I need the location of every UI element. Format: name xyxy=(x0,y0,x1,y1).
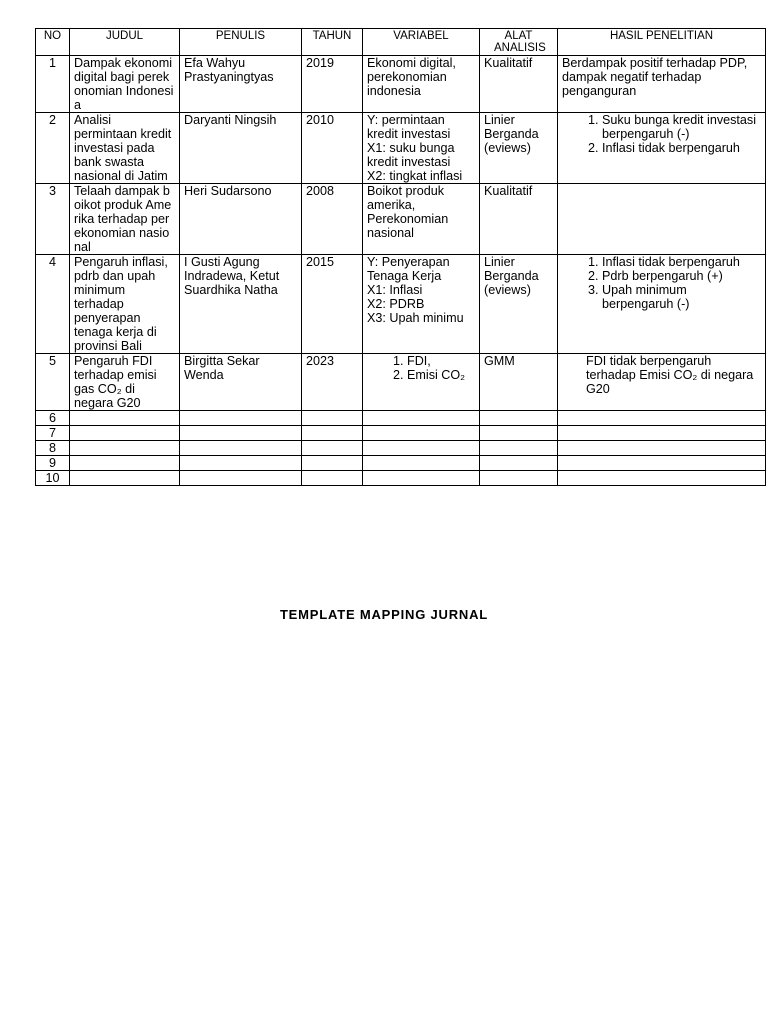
variabel-line: X3: Upah minimu xyxy=(367,311,464,325)
cell-empty xyxy=(70,471,180,486)
cell-empty xyxy=(480,426,558,441)
cell-judul: Pengaruh inflasi, pdrb dan upah minimum terhadap penyerapan tenaga kerja di provinsi Bali xyxy=(70,255,180,354)
cell-variabel xyxy=(363,113,480,184)
hasil-item: 3. Upah minimum berpengaruh (-) xyxy=(602,283,761,311)
cell-empty xyxy=(302,471,363,486)
cell-empty xyxy=(480,411,558,426)
cell-variabel: Ekonomi digital, perekonomian indonesia xyxy=(363,56,480,113)
cell-empty xyxy=(558,456,766,471)
cell-empty xyxy=(363,426,480,441)
cell-alat-analisis: Kualitatif xyxy=(480,56,558,113)
header-hasil-penelitian: HASIL PENELITIAN xyxy=(558,29,766,56)
header-tahun: TAHUN xyxy=(302,29,363,56)
cell-empty xyxy=(180,456,302,471)
variabel-line: X1: Inflasi xyxy=(367,283,423,297)
cell-no: 5 xyxy=(36,354,70,411)
hasil-item: 1. Inflasi tidak berpengaruh xyxy=(602,255,761,269)
cell-empty xyxy=(70,441,180,456)
journal-mapping-table xyxy=(35,28,766,486)
header-judul: JUDUL xyxy=(70,29,180,56)
cell-empty xyxy=(363,441,480,456)
table-row xyxy=(36,471,766,486)
cell-penulis: I Gusti Agung Indradewa, Ketut Suardhika Natha xyxy=(180,255,302,354)
table-row xyxy=(36,441,766,456)
cell-no: 10 xyxy=(36,471,70,486)
header-penulis: PENULIS xyxy=(180,29,302,56)
header-no: NO xyxy=(36,29,70,56)
cell-empty xyxy=(180,411,302,426)
table-row xyxy=(36,255,766,354)
header-variabel: VARIABEL xyxy=(363,29,480,56)
cell-hasil-penelitian xyxy=(558,113,766,184)
cell-hasil-penelitian xyxy=(558,255,766,354)
table-row xyxy=(36,456,766,471)
cell-empty xyxy=(70,426,180,441)
cell-empty xyxy=(302,411,363,426)
cell-empty xyxy=(558,426,766,441)
cell-empty xyxy=(363,411,480,426)
cell-empty xyxy=(558,471,766,486)
cell-hasil-penelitian xyxy=(558,354,766,411)
cell-empty xyxy=(558,441,766,456)
variabel-item: 2. Emisi CO₂ xyxy=(407,368,475,382)
hasil-item: 1. Suku bunga kredit investasi berpengaruh (-) xyxy=(602,113,761,141)
cell-empty xyxy=(480,471,558,486)
cell-no: 2 xyxy=(36,113,70,184)
cell-no: 9 xyxy=(36,456,70,471)
variabel-line: Y: Penyerapan Tenaga Kerja xyxy=(367,255,450,283)
header-alat-analisis: ALAT ANALISIS xyxy=(480,29,558,56)
cell-empty xyxy=(363,471,480,486)
cell-alat-analisis: GMM xyxy=(480,354,558,411)
cell-hasil-penelitian xyxy=(558,184,766,255)
cell-variabel xyxy=(363,354,480,411)
cell-no: 4 xyxy=(36,255,70,354)
cell-empty xyxy=(180,426,302,441)
cell-empty xyxy=(302,426,363,441)
table-row xyxy=(36,56,766,113)
hasil-list xyxy=(562,255,761,311)
cell-empty xyxy=(180,471,302,486)
cell-penulis: Heri Sudarsono xyxy=(180,184,302,255)
variabel-list xyxy=(367,354,475,382)
cell-empty xyxy=(180,441,302,456)
cell-empty xyxy=(302,456,363,471)
cell-tahun: 2010 xyxy=(302,113,363,184)
variabel-line: X1: suku bunga kredit investasi xyxy=(367,141,455,169)
cell-penulis: Efa Wahyu Prastyaningtyas xyxy=(180,56,302,113)
document-title-text: TEMPLATE MAPPING JURNAL xyxy=(279,607,489,622)
table-row xyxy=(36,411,766,426)
cell-tahun: 2019 xyxy=(302,56,363,113)
table-header-row xyxy=(36,29,766,56)
cell-no: 6 xyxy=(36,411,70,426)
cell-judul: Dampak ekonomi digital bagi perekonomian Indonesia xyxy=(70,56,180,113)
cell-no: 7 xyxy=(36,426,70,441)
cell-penulis: Daryanti Ningsih xyxy=(180,113,302,184)
table-row xyxy=(36,184,766,255)
hasil-item: 2. Pdrb berpengaruh (+) xyxy=(602,269,761,283)
cell-no: 3 xyxy=(36,184,70,255)
cell-judul: Telaah dampak boikot produk Amerika terhadap perekonomian nasional xyxy=(70,184,180,255)
hasil-text: FDI tidak berpengaruh terhadap Emisi CO₂ di negara G20 xyxy=(586,354,754,396)
variabel-item: 1. FDI, xyxy=(407,354,475,368)
variabel-line: Y: permintaan kredit investasi xyxy=(367,113,451,141)
cell-empty xyxy=(480,441,558,456)
cell-judul: Pengaruh FDI terhadap emisi gas CO₂ di negara G20 xyxy=(70,354,180,411)
cell-empty xyxy=(363,456,480,471)
cell-tahun: 2008 xyxy=(302,184,363,255)
hasil-item: 2. Inflasi tidak berpengaruh xyxy=(602,141,761,155)
table-row xyxy=(36,354,766,411)
cell-empty xyxy=(480,456,558,471)
cell-hasil-penelitian: Berdampak positif terhadap PDP, dampak negatif terhadap penganguran xyxy=(558,56,766,113)
cell-no: 8 xyxy=(36,441,70,456)
cell-empty xyxy=(302,441,363,456)
table-row xyxy=(36,426,766,441)
cell-alat-analisis: Kualitatif xyxy=(480,184,558,255)
cell-tahun: 2023 xyxy=(302,354,363,411)
cell-alat-analisis: Linier Berganda (eviews) xyxy=(480,113,558,184)
hasil-list xyxy=(562,113,761,155)
cell-tahun: 2015 xyxy=(302,255,363,354)
cell-empty xyxy=(70,456,180,471)
variabel-line: X2: PDRB xyxy=(367,297,425,311)
cell-alat-analisis: Linier Berganda (eviews) xyxy=(480,255,558,354)
document-title xyxy=(0,607,768,622)
table-row xyxy=(36,113,766,184)
cell-empty xyxy=(70,411,180,426)
cell-variabel xyxy=(363,255,480,354)
cell-judul: Analisi permintaan kredit investasi pada bank swasta nasional di Jatim xyxy=(70,113,180,184)
cell-variabel: Boikot produk amerika, Perekonomian nasional xyxy=(363,184,480,255)
variabel-line: X2: tingkat inflasi xyxy=(367,169,463,183)
cell-empty xyxy=(558,411,766,426)
cell-no: 1 xyxy=(36,56,70,113)
cell-penulis: Birgitta Sekar Wenda xyxy=(180,354,302,411)
